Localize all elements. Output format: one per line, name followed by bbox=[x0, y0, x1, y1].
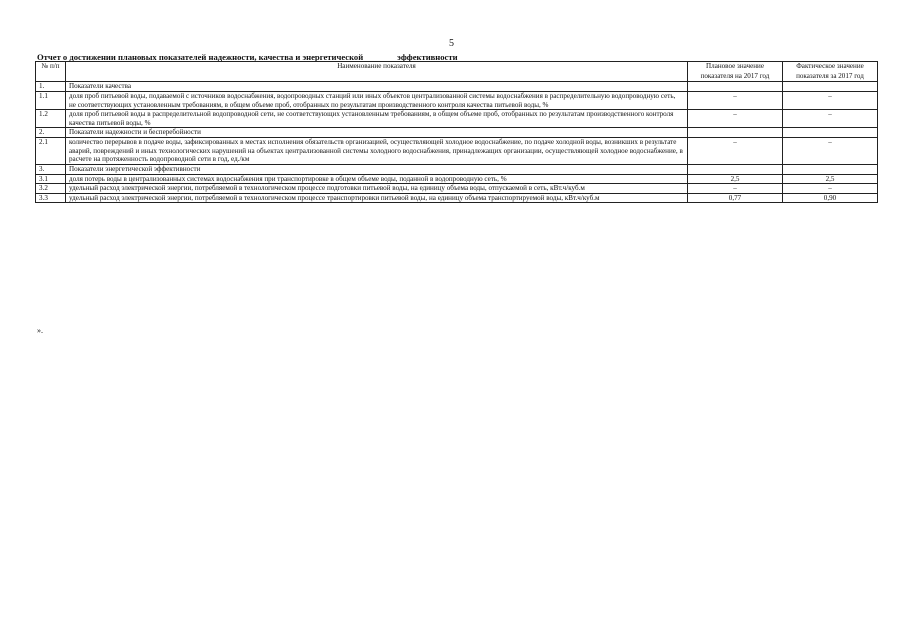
table-row bbox=[36, 184, 878, 194]
table-row bbox=[36, 174, 878, 184]
row-name: удельный расход электрической энергии, потребляемой в технологическом процессе подготовки питьевой воды, на единицу объема воды, отпускаемой в сеть, кВт.ч/куб.м bbox=[66, 184, 688, 194]
row-fact: – bbox=[783, 110, 878, 128]
header-fact: Фактическое значение показателя за 2017 год bbox=[783, 62, 878, 82]
row-fact bbox=[783, 82, 878, 92]
row-fact bbox=[783, 128, 878, 138]
row-num: 3.2 bbox=[36, 184, 66, 194]
row-num: 3.3 bbox=[36, 193, 66, 203]
row-plan bbox=[688, 128, 783, 138]
table-row bbox=[36, 110, 878, 128]
row-num: 2. bbox=[36, 128, 66, 138]
row-name: доля потерь воды в централизованных системах водоснабжения при транспортировке в общем объеме воды, поданной в водопроводную сеть, % bbox=[66, 174, 688, 184]
table-row bbox=[36, 138, 878, 165]
row-name: доля проб питьевой воды в распределительной водопроводной сети, не соответствующих установленным требованиям, в общем объеме проб, отобранных по результатам производственного контроля качества питьевой воды, % bbox=[66, 110, 688, 128]
indicators-table bbox=[35, 61, 878, 203]
row-plan: 2,5 bbox=[688, 174, 783, 184]
table-row bbox=[36, 92, 878, 110]
row-fact: – bbox=[783, 138, 878, 165]
table-row bbox=[36, 193, 878, 203]
row-fact bbox=[783, 164, 878, 174]
row-name: доля проб питьевой воды, подаваемой с источников водоснабжения, водопроводных станций или иных объектов централизованной системы водоснабжения в распределительную водопроводную сеть, не соответствующих установленным требованиям, в общем объеме проб, отобранных по результатам производственного контроля качества питьевой воды, % bbox=[66, 92, 688, 110]
row-name: Показатели надежности и бесперебойности bbox=[66, 128, 688, 138]
row-plan: 0,77 bbox=[688, 193, 783, 203]
header-num: № п/п bbox=[36, 62, 66, 82]
row-fact: 2,5 bbox=[783, 174, 878, 184]
table-row bbox=[36, 128, 878, 138]
closing-quote: ». bbox=[37, 326, 43, 335]
row-name: количество перерывов в подаче воды, зафиксированных в местах исполнения обязательств организацией, осуществляющей холодное водоснабжение, по подаче холодной воды, возникших в результате аварий, повреждений и иных технологических нарушений на объектах централизованной системы холодного водоснабжения, принадлежащих организации, осуществляющей холодное водоснабжение, в расчете на протяженность водопроводной сети в год, ед./км bbox=[66, 138, 688, 165]
row-num: 3.1 bbox=[36, 174, 66, 184]
page-number: 5 bbox=[449, 38, 454, 49]
row-fact: – bbox=[783, 92, 878, 110]
table-header-row bbox=[36, 62, 878, 82]
row-num: 1.1 bbox=[36, 92, 66, 110]
row-fact: 0,90 bbox=[783, 193, 878, 203]
table-row bbox=[36, 82, 878, 92]
header-plan: Плановое значение показателя на 2017 год bbox=[688, 62, 783, 82]
row-num: 1.2 bbox=[36, 110, 66, 128]
row-plan bbox=[688, 82, 783, 92]
row-num: 1. bbox=[36, 82, 66, 92]
row-plan: – bbox=[688, 138, 783, 165]
row-plan: – bbox=[688, 110, 783, 128]
table-row bbox=[36, 164, 878, 174]
header-name: Наименование показателя bbox=[66, 62, 688, 82]
row-name: удельный расход электрической энергии, потребляемой в технологическом процессе транспортировки питьевой воды, на единицу объема транспортируемой воды, кВт.ч/куб.м bbox=[66, 193, 688, 203]
row-plan: – bbox=[688, 184, 783, 194]
row-num: 2.1 bbox=[36, 138, 66, 165]
report-title-part1: Отчет о достижении плановых показателей надежности, качества и энергетической bbox=[37, 52, 364, 62]
row-name: Показатели качества bbox=[66, 82, 688, 92]
report-title-part2: эффективности bbox=[397, 52, 458, 62]
row-fact: – bbox=[783, 184, 878, 194]
row-plan: – bbox=[688, 92, 783, 110]
row-num: 3. bbox=[36, 164, 66, 174]
row-name: Показатели энергетической эффективности bbox=[66, 164, 688, 174]
row-plan bbox=[688, 164, 783, 174]
